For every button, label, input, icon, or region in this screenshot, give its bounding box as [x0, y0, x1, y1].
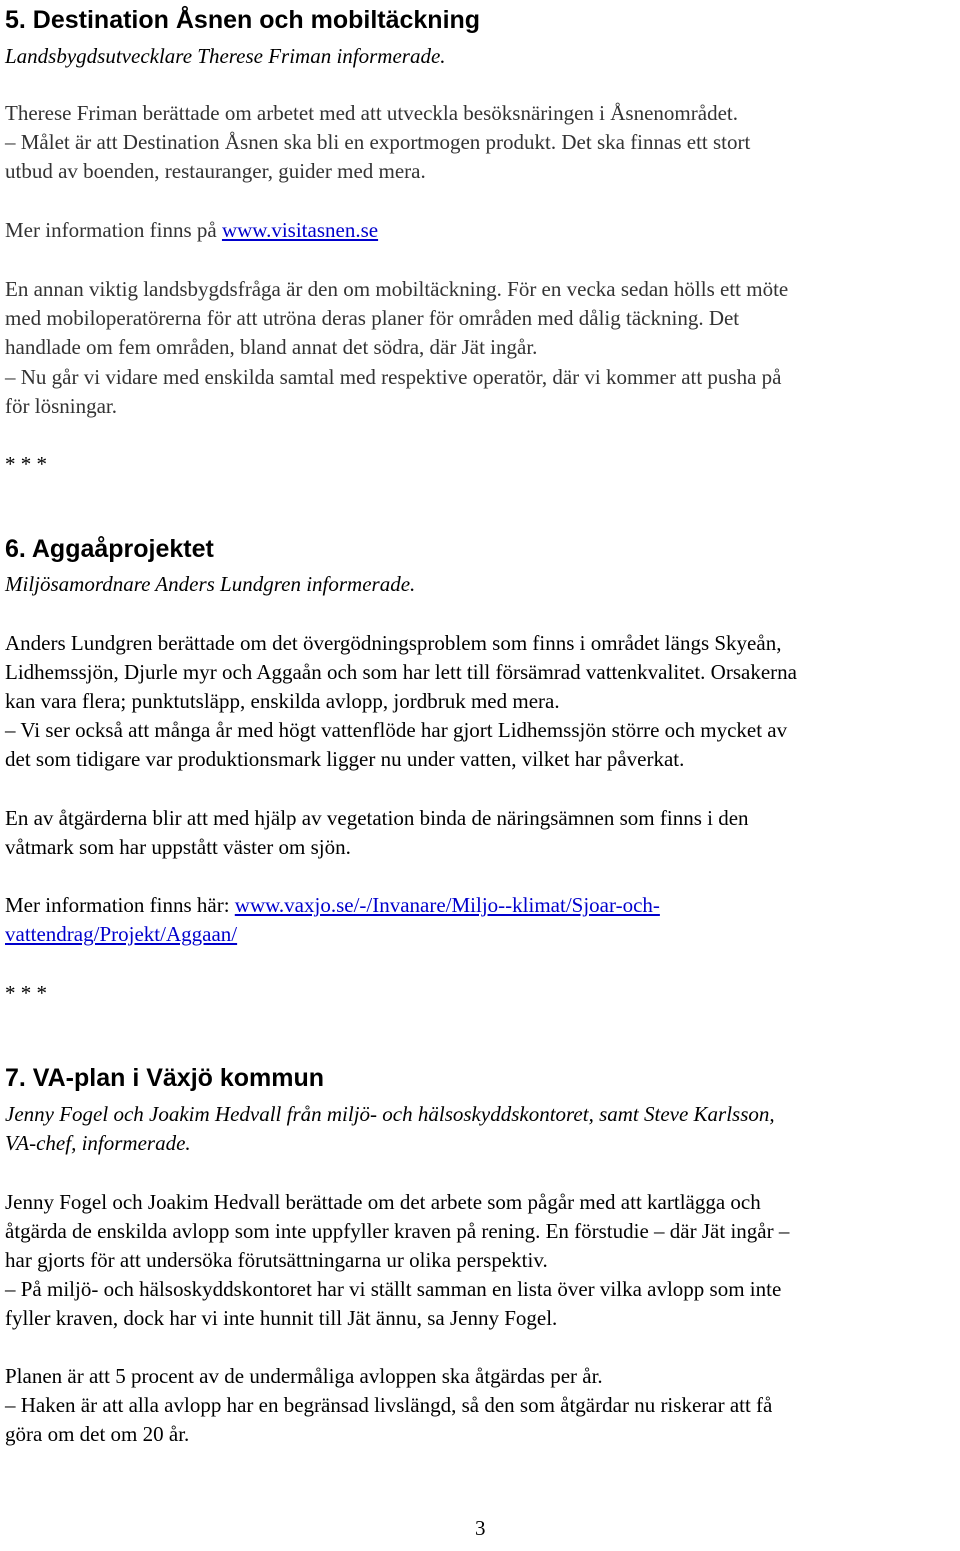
- section-7-p2-line: göra om det om 20 år.: [5, 1422, 190, 1446]
- info-prefix: Mer information finns på: [5, 218, 222, 242]
- section-7-p1-line: fyller kraven, dock har vi inte hunnit till Jät ännu, sa Jenny Fogel.: [5, 1306, 558, 1330]
- section-7-p2-line: Planen är att 5 procent av de undermåliga avloppen ska åtgärdas per år.: [5, 1364, 603, 1388]
- section-5-p2-line: handlade om fem områden, bland annat det södra, där Jät ingår.: [5, 335, 538, 359]
- section-5-p2-line: – Nu går vi vidare med enskilda samtal med respektive operatör, där vi kommer att pusha på: [5, 365, 782, 389]
- section-6-p2-line: En av åtgärderna blir att med hjälp av vegetation binda de näringsämnen som finns i den: [5, 806, 749, 830]
- section-5-p2-line: för lösningar.: [5, 394, 117, 418]
- section-7-p1-line: åtgärda de enskilda avlopp som inte uppfyller kraven på rening. En förstudie – där Jät ingår –: [5, 1219, 790, 1243]
- section-5-p2-line: med mobiloperatörerna för att utröna deras planer för områden med dålig täckning. Det: [5, 306, 740, 330]
- info-prefix: Mer information finns här:: [5, 893, 235, 917]
- section-6-info-line: [5, 920, 237, 949]
- vaxjo-link[interactable]: www.vaxjo.se/-/Invanare/Miljo--klimat/Sjoar-och-: [234, 893, 660, 917]
- section-5-p1-line: Therese Friman berättade om arbetet med att utveckla besöksnäringen i Åsnenområdet.: [5, 101, 738, 125]
- section-7-heading: 7. VA-plan i Växjö kommun: [5, 1064, 325, 1092]
- section-7-byline-line: VA-chef, informerade.: [5, 1131, 191, 1155]
- section-5-p2-line: En annan viktig landsbygdsfråga är den om mobiltäckning. För en vecka sedan hölls ett möte: [5, 277, 789, 301]
- section-6-info-line: [5, 891, 660, 920]
- section-7-byline-line: Jenny Fogel och Joakim Hedvall från miljö- och hälsoskyddskontoret, samt Steve Karlsson,: [5, 1102, 775, 1126]
- section-6-p1-line: kan vara flera; punktutsläpp, enskilda avlopp, jordbruk med mera.: [5, 689, 560, 713]
- section-6-p2-line: våtmark som har uppstått väster om sjön.: [5, 835, 351, 859]
- section-6-p1-line: Lidhemssjön, Djurle myr och Aggaån och som har lett till försämrad vattenkvalitet. Orsakerna: [5, 660, 797, 684]
- section-separator: * * *: [5, 981, 47, 1005]
- section-5-byline: Landsbygdsutvecklare Therese Friman informerade.: [5, 44, 446, 68]
- section-separator: * * *: [5, 452, 47, 476]
- visitasnen-link[interactable]: www.visitasnen.se: [221, 218, 379, 242]
- section-6-heading: 6. Aggaåprojektet: [5, 535, 214, 563]
- section-5-heading: 5. Destination Åsnen och mobiltäckning: [5, 6, 481, 34]
- section-7-p1-line: har gjorts för att undersöka förutsättningarna ur olika perspektiv.: [5, 1248, 548, 1272]
- section-6-p1-line: – Vi ser också att många år med högt vattenflöde har gjort Lidhemssjön större och mycket av: [5, 718, 788, 742]
- section-5-info-line: [5, 216, 378, 245]
- section-7-p1-line: – På miljö- och hälsoskyddskontoret har vi ställt samman en lista över vilka avlopp som inte: [5, 1277, 782, 1301]
- vaxjo-link[interactable]: vattendrag/Projekt/Aggaan/: [5, 922, 238, 946]
- section-6-p1-line: Anders Lundgren berättade om det övergödningsproblem som finns i området längs Skyeån,: [5, 631, 782, 655]
- section-7-p1-line: Jenny Fogel och Joakim Hedvall berättade om det arbete som pågår med att kartlägga och: [5, 1190, 761, 1214]
- section-6-byline: Miljösamordnare Anders Lundgren informerade.: [5, 572, 416, 596]
- section-5-p1-line: – Målet är att Destination Åsnen ska bli en exportmogen produkt. Det ska finnas ett stort: [5, 130, 751, 154]
- section-5-p1-line: utbud av boenden, restauranger, guider med mera.: [5, 159, 426, 183]
- section-7-p2-line: – Haken är att alla avlopp har en begränsad livslängd, så den som åtgärdar nu riskerar att få: [5, 1393, 773, 1417]
- page-number: 3: [475, 1516, 486, 1540]
- section-6-p1-line: det som tidigare var produktionsmark ligger nu under vatten, vilket har påverkat.: [5, 747, 685, 771]
